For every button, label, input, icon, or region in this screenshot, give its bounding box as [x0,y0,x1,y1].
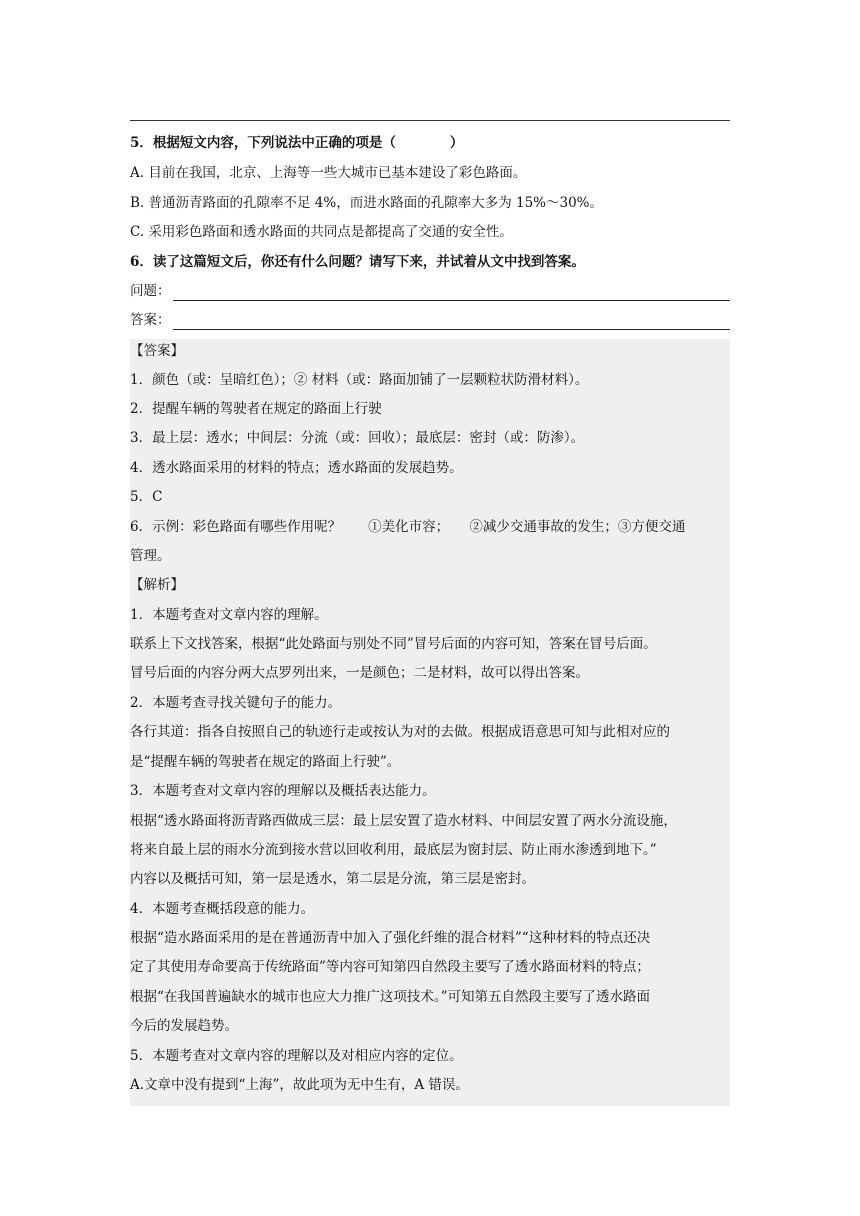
q6-answer-label: 答案： [130,312,171,328]
analysis-line: 是“提醒车辆的驾驶者在规定的路面上行驶”。 [130,754,401,770]
answer-heading: 【答案】 [130,343,184,359]
analysis-line: 3．本题考查对文章内容的理解以及概括表达能力。 [130,783,436,799]
analysis-line: 根据“在我国普遍缺水的城市也应大力推广这项技术。”可知第五自然段主要写了透水路面 [130,989,651,1005]
q6-question-row [130,281,730,301]
analysis-line: 将来自最上层的雨水分流到接水营以回收利用，最底层为窗封层、防止雨水渗透到地下。” [130,842,657,858]
analysis-line: 4．本题考查概括段意的能力。 [130,901,315,917]
analysis-heading: 【解析】 [130,577,184,593]
q6-stem: 6．读了这篇短文后，你还有什么问题？请写下来，并试着从文中找到答案。 [130,254,585,270]
q5-option-b: B. 普通沥青路面的孔隙率不足 4%，而进水路面的孔隙率大多为 15%～30%。 [130,195,604,211]
analysis-line: 根据“透水路面将沥青路西做成三层：最上层安置了造水材料、中间层安置了两水分流设施， [130,813,677,829]
analysis-line: 2．本题考查寻找关键句子的能力。 [130,695,342,711]
header-rule [130,120,730,121]
answer-line: 6．示例：彩色路面有哪些作用呢？ ①美化市容； ②减少交通事故的发生；③方便交通 [130,519,686,535]
analysis-line: 冒号后面的内容分两大点罗列出来，一是颜色；二是材料，故可以得出答案。 [130,665,589,681]
q5-stem: 5．根据短文内容，下列说法中正确的项是（ ） [130,135,464,151]
answer-line: 管理。 [130,548,171,564]
answer-line: 5．C [130,489,163,505]
q6-question-label: 问题： [130,283,171,299]
analysis-line: 根据“造水路面采用的是在普通沥青中加入了强化纤维的混合材料”“这种材料的特点还决 [130,930,651,946]
analysis-line: 1．本题考查对文章内容的理解。 [130,607,328,623]
answer-line: 2．提醒车辆的驾驶者在规定的路面上行驶 [130,401,382,417]
analysis-line: 内容以及概括可知，第一层是透水，第二层是分流，第三层是密封。 [130,871,535,887]
q6-answer-blank [173,315,731,330]
analysis-line: 5．本题考查对文章内容的理解以及对相应内容的定位。 [130,1048,463,1064]
answer-line: 1．颜色（或：呈暗红色）；② 材料（或：路面加铺了一层颗粒状防滑材料）。 [130,372,589,388]
answer-line: 4．透水路面采用的材料的特点；透水路面的发展趋势。 [130,460,463,476]
q5-option-a: A. 目前在我国，北京、上海等一些大城市已基本建设了彩色路面。 [130,165,527,181]
q6-answer-row [130,310,730,330]
analysis-line: 今后的发展趋势。 [130,1018,238,1034]
answer-line: 3．最上层：透水；中间层：分流（或：回收）；最底层：密封（或：防渗）。 [130,430,585,446]
analysis-line: 联系上下文找答案，根据“此处路面与别处不同”冒号后面的内容可知，答案在冒号后面。 [130,636,657,652]
analysis-line: A.文章中没有提到“上海”，故此项为无中生有，A 错误。 [130,1077,469,1093]
q5-option-c: C. 采用彩色路面和透水路面的共同点是都提高了交通的安全性。 [130,224,513,240]
analysis-line: 定了其使用寿命要高于传统路面”等内容可知第四自然段主要写了透水路面材料的特点； [130,959,650,975]
analysis-line: 各行其道：指各自按照自己的轨迹行走或按认为对的去做。根据成语意思可知与此相对应的 [130,724,670,740]
q6-question-blank [173,286,731,301]
